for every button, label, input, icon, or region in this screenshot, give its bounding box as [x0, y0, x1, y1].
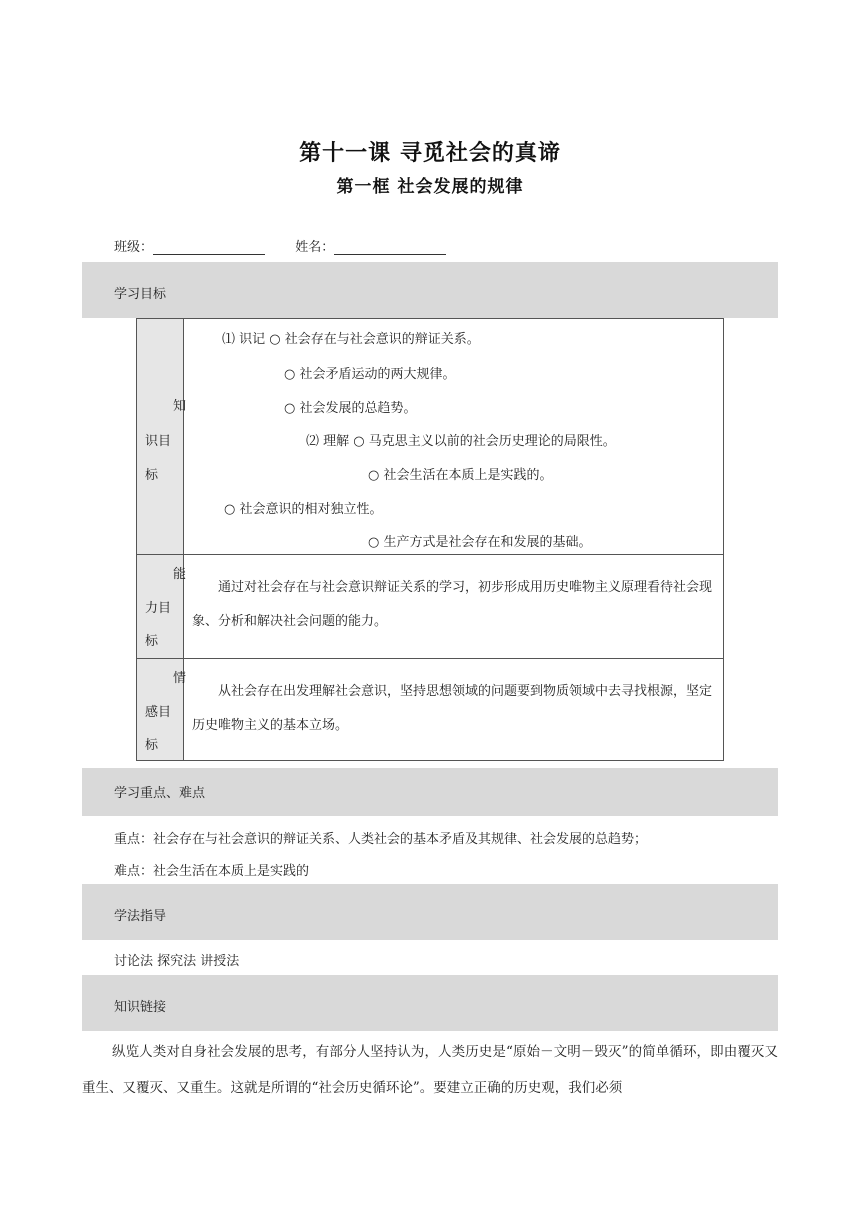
class-blank[interactable] [153, 240, 265, 255]
ability-content [184, 555, 724, 659]
methods-header-label: 学法指导 [114, 909, 167, 924]
knowledge-label [137, 319, 187, 555]
emotion-label-part: 标 [145, 738, 159, 753]
ability-label [137, 555, 187, 659]
key-points-header-label: 学习重点、难点 [114, 786, 206, 801]
knowledge-item: ⑵ 理解 ○ 马克思主义以前的社会历史理论的局限性。 [306, 434, 616, 449]
student-info [114, 236, 446, 255]
knowledge-label-part: 识目 [145, 434, 172, 449]
emotion-content [184, 659, 724, 761]
name-label: 姓名： [295, 240, 335, 255]
links-header-label: 知识链接 [114, 1000, 167, 1015]
knowledge-row [137, 319, 724, 555]
objectives-header-label: 学习目标 [114, 287, 167, 302]
key-point-text: 重点：社会存在与社会意识的辩证关系、人类社会的基本矛盾及其规律、社会发展的总趋势； [114, 832, 648, 847]
knowledge-label-part: 知 [173, 399, 187, 414]
class-label: 班级： [114, 240, 154, 255]
methods-header [82, 884, 778, 940]
lesson-title: 第十一课 寻觅社会的真谛 [299, 141, 561, 166]
links-header [82, 975, 778, 1031]
knowledge-item: ○ 社会生活在本质上是实践的。 [368, 468, 553, 483]
knowledge-item: ○ 生产方式是社会存在和发展的基础。 [368, 535, 592, 550]
knowledge-item: ⑴ 识记 ○ 社会存在与社会意识的辩证关系。 [222, 332, 480, 347]
key-points-header [82, 768, 778, 816]
knowledge-content [184, 319, 724, 555]
knowledge-label-part: 标 [145, 468, 159, 483]
ability-label-part: 能 [173, 567, 187, 582]
knowledge-item: ○ 社会意识的相对独立性。 [224, 502, 383, 517]
ability-row [137, 555, 724, 659]
emotion-row [137, 659, 724, 761]
links-paragraph: 纵览人类对自身社会发展的思考，有部分人坚持认为，人类历史是“原始－文明－毁灭”的简单循环，即由覆灭又重生、又覆灭、又重生。这就是所谓的“社会历史循环论”。要建立正确的历史观，我们必须 [82, 1044, 778, 1096]
objectives-table [136, 318, 724, 761]
objectives-header [82, 262, 778, 318]
emotion-label-part: 感目 [145, 705, 172, 720]
methods-text: 讨论法 探究法 讲授法 [114, 954, 240, 969]
knowledge-item: ○ 社会矛盾运动的两大规律。 [284, 367, 456, 382]
emotion-text: 从社会存在出发理解社会意识，坚持思想领域的问题要到物质领域中去寻找根源，坚定历史唯物主义的基本立场。 [192, 684, 713, 733]
emotion-label [137, 659, 187, 761]
ability-text: 通过对社会存在与社会意识辩证关系的学习，初步形成用历史唯物主义原理看待社会现象、分析和解决社会问题的能力。 [192, 580, 713, 629]
ability-label-part: 力目 [145, 601, 172, 616]
section-subtitle: 第一框 社会发展的规律 [336, 177, 524, 197]
ability-label-part: 标 [145, 634, 159, 649]
difficult-point-text: 难点：社会生活在本质上是实践的 [114, 864, 310, 879]
emotion-label-part: 情 [173, 671, 187, 686]
name-blank[interactable] [334, 240, 446, 255]
knowledge-item: ○ 社会发展的总趋势。 [284, 401, 417, 416]
